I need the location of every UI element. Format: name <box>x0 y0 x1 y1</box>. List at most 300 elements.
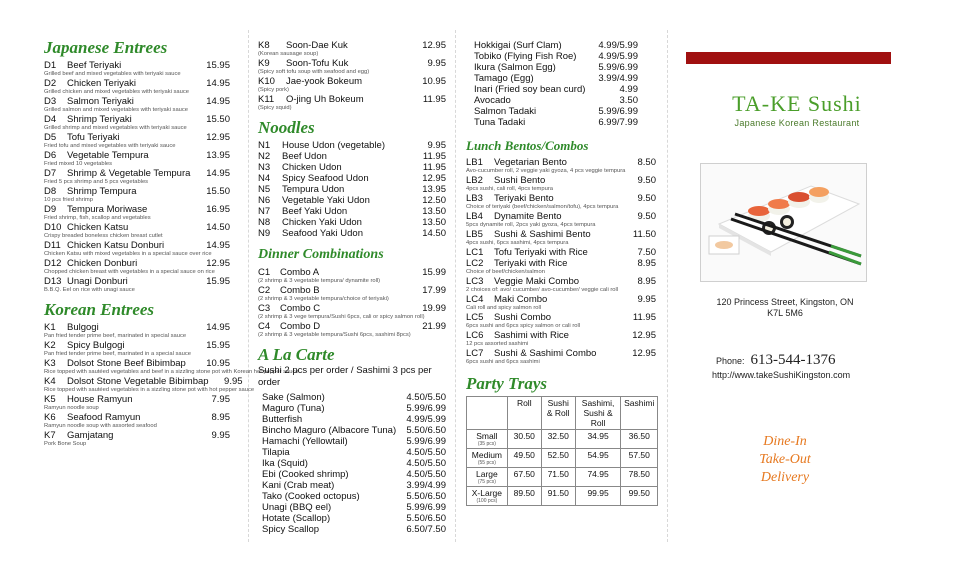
menu-item <box>258 76 446 94</box>
item-name: Tilapia <box>262 447 290 458</box>
item-code: D7 <box>44 168 57 179</box>
menu-item-row <box>258 76 446 87</box>
korean-entrees-heading: Korean Entrees <box>44 300 155 319</box>
item-code: LB4 <box>466 211 483 222</box>
menu-item-row <box>474 73 638 84</box>
item-description: Grilled salmon and mixed vegetables with teriyaki sauce <box>44 107 189 113</box>
item-name: Soon-Dae Kuk <box>286 40 348 51</box>
menu-item-row <box>258 94 446 105</box>
item-name: Vegetarian Bento <box>494 157 567 168</box>
menu-item-row <box>258 173 446 184</box>
item-name: Butterfish <box>262 414 303 425</box>
menu-item <box>466 294 656 312</box>
item-description: Grilled shrimp and mixed vegetables with teriyaki sauce <box>44 125 187 131</box>
item-price: 19.99 <box>422 303 446 314</box>
dinner-combinations-heading: Dinner Combinations <box>258 247 384 262</box>
tray-price-cell: 99.95 <box>575 487 621 506</box>
menu-item <box>44 240 230 258</box>
item-price: 17.99 <box>422 285 446 296</box>
tray-price-cell: 91.50 <box>541 487 575 506</box>
item-code: K9 <box>258 58 270 69</box>
item-name: Sushi Combo <box>494 312 552 323</box>
item-description: Pan fried tender prime beef, marinated in special sauce <box>44 333 187 339</box>
menu-item-row <box>474 40 638 51</box>
item-price: 8.50 <box>637 157 656 168</box>
item-code: D4 <box>44 114 57 125</box>
item-code: LB3 <box>466 193 483 204</box>
tray-price-cell: 57.50 <box>621 449 658 468</box>
item-name: House Udon (vegetable) <box>282 140 385 151</box>
menu-item-row <box>466 276 656 287</box>
item-price: 9.50 <box>637 175 656 186</box>
party-trays-heading: Party Trays <box>466 374 548 393</box>
address-line-1: 120 Princess Street, Kingston, ON <box>716 297 854 307</box>
tray-header-cell: Sashimi <box>621 397 658 430</box>
item-code: K7 <box>44 430 56 441</box>
menu-item-row <box>44 204 230 215</box>
item-code: D6 <box>44 150 57 161</box>
item-name: Tobiko (Flying Fish Roe) <box>474 51 577 62</box>
item-code: C3 <box>258 303 271 314</box>
address-line-2: K7L 5M6 <box>767 308 803 318</box>
item-price: 14.95 <box>206 78 230 89</box>
item-name: Sushi & Sashimi Combo <box>494 348 597 359</box>
restaurant-logo <box>722 92 872 128</box>
item-name: Hotate (Scallop) <box>262 513 331 524</box>
item-price: 3.99/4.99 <box>598 73 638 84</box>
item-name: Gamjatang <box>67 430 114 441</box>
menu-item <box>474 95 638 106</box>
item-description: Fried mixed 10 vegetables <box>44 161 112 167</box>
item-code: LC6 <box>466 330 484 341</box>
menu-item-row <box>44 132 230 143</box>
item-code: K3 <box>44 358 56 369</box>
menu-item-row <box>466 175 656 186</box>
item-name: Ikura (Salmon Egg) <box>474 62 556 73</box>
menu-item-row <box>258 206 446 217</box>
item-name: Sashimi with Rice <box>494 330 569 341</box>
tray-price-cell: 54.95 <box>575 449 621 468</box>
menu-item <box>44 394 230 412</box>
item-price: 16.95 <box>206 204 230 215</box>
menu-item <box>466 348 656 366</box>
item-price: 5.50/6.50 <box>406 425 446 436</box>
item-price: 9.95 <box>637 294 656 305</box>
item-code: K2 <box>44 340 56 351</box>
item-code: D5 <box>44 132 57 143</box>
menu-item <box>262 414 446 425</box>
item-code: N2 <box>258 151 271 162</box>
menu-item-row <box>44 358 230 369</box>
menu-item-row <box>262 513 446 524</box>
tray-row <box>467 449 658 468</box>
tray-price-cell: 99.50 <box>621 487 658 506</box>
item-price: 6.99/7.99 <box>598 117 638 128</box>
item-price: 4.99/5.99 <box>598 40 638 51</box>
menu-item-row <box>44 412 230 423</box>
item-name: Ebi (Cooked shrimp) <box>262 469 349 480</box>
menu-item-row <box>44 430 230 441</box>
menu-item-row <box>44 168 230 179</box>
menu-item-row <box>466 157 656 168</box>
item-code: LB5 <box>466 229 483 240</box>
item-name: Beef Yaki Udon <box>282 206 348 217</box>
menu-item-row <box>466 258 656 269</box>
menu-item <box>262 469 446 480</box>
menu-item-row <box>466 193 656 204</box>
menu-item <box>474 117 638 128</box>
item-name: Spicy Seafood Udon <box>282 173 369 184</box>
item-price: 5.99/6.99 <box>406 436 446 447</box>
item-code: D10 <box>44 222 62 233</box>
item-name: Dolsot Stone Beef Bibimbap <box>67 358 186 369</box>
menu-item <box>258 58 446 76</box>
menu-item-row <box>258 195 446 206</box>
item-name: Chicken Teriyaki <box>67 78 136 89</box>
menu-item <box>262 480 446 491</box>
item-name: Combo C <box>280 303 321 314</box>
item-description: Fried 5 pcs shrimp and 5 pcs vegetables <box>44 179 149 185</box>
tray-piece-count: (35 pcs) <box>477 441 496 447</box>
menu-item-row <box>262 403 446 414</box>
menu-item <box>44 150 230 168</box>
item-name: Unagi Donburi <box>67 276 128 287</box>
item-code: K6 <box>44 412 56 423</box>
item-description: 2 choices of: avo/ cucumber/ avo-cucumber/ veggie cali roll <box>466 287 619 293</box>
item-description: Fried tofu and mixed vegetables with teriyaki sauce <box>44 143 176 149</box>
item-name: Beef Teriyaki <box>67 60 122 71</box>
item-price: 9.50 <box>637 211 656 222</box>
japanese-entrees-list <box>44 60 230 294</box>
item-name: Tamago (Egg) <box>474 73 534 84</box>
item-price: 12.95 <box>206 132 230 143</box>
item-description: Cali roll and spicy salmon roll <box>466 305 542 311</box>
menu-item <box>474 106 638 117</box>
item-price: 14.50 <box>422 228 446 239</box>
menu-item-row <box>474 117 638 128</box>
menu-item <box>44 114 230 132</box>
item-name: Spicy Scallop <box>262 524 320 535</box>
menu-item-row <box>44 276 230 287</box>
item-price: 4.99/5.99 <box>598 51 638 62</box>
item-code: C4 <box>258 321 271 332</box>
item-name: Sake (Salmon) <box>262 392 325 403</box>
item-name: Dolsot Stone Vegetable Bibimbap <box>67 376 209 387</box>
tray-size-label: Small <box>476 431 498 441</box>
menu-item-row <box>466 247 656 258</box>
item-price: 21.99 <box>422 321 446 332</box>
item-name: Bulgogi <box>67 322 99 333</box>
item-price: 10.95 <box>422 76 446 87</box>
tray-price-cell: 74.95 <box>575 468 621 487</box>
menu-item <box>466 312 656 330</box>
column-divider <box>248 30 249 542</box>
brand-red-bar <box>686 52 891 64</box>
item-name: Inari (Fried soy bean curd) <box>474 84 586 95</box>
item-description: 4pcs sushi, cali roll, 4pcs tempura <box>466 186 553 192</box>
menu-item <box>44 322 230 340</box>
item-description: 12 pcs assorted sashimi <box>466 341 529 347</box>
item-name: Seafood Yaki Udon <box>282 228 363 239</box>
item-price: 11.95 <box>422 94 446 105</box>
menu-item-row <box>258 228 446 239</box>
menu-item-row <box>44 78 230 89</box>
item-price: 10.95 <box>206 358 230 369</box>
item-name: Tuna Tadaki <box>474 117 526 128</box>
service-dine-in: Dine-In <box>763 434 807 449</box>
korean-soups-list <box>258 40 446 112</box>
menu-item-row <box>262 414 446 425</box>
item-name: Chicken Udon <box>282 162 342 173</box>
item-name: Chicken Yaki Udon <box>282 217 362 228</box>
menu-item <box>466 276 656 294</box>
menu-item <box>44 60 230 78</box>
menu-item <box>44 78 230 96</box>
item-name: Teriyaki Bento <box>494 193 554 204</box>
menu-item <box>258 40 446 58</box>
menu-item-row <box>466 312 656 323</box>
menu-item-row <box>474 95 638 106</box>
item-price: 15.50 <box>206 186 230 197</box>
menu-item <box>258 267 446 285</box>
menu-item-row <box>258 140 446 151</box>
item-description: Rice topped with sautéed vegetables and beef in a sizzling stone pot with Korean hot pepper sauce <box>44 369 299 375</box>
a-la-carte-heading: A La Carte <box>258 345 335 364</box>
noodles-heading: Noodles <box>258 118 315 137</box>
menu-item-row <box>474 106 638 117</box>
menu-item <box>44 412 230 430</box>
tray-price-cell: 32.50 <box>541 430 575 449</box>
menu-item-row <box>262 458 446 469</box>
item-name: Tofu Teriyaki <box>67 132 120 143</box>
item-name: House Ramyun <box>67 394 133 405</box>
menu-item-row <box>474 84 638 95</box>
item-code: D9 <box>44 204 57 215</box>
item-name: Bincho Maguro (Albacore Tuna) <box>262 425 397 436</box>
item-name: Teriyaki with Rice <box>494 258 568 269</box>
menu-item <box>262 513 446 524</box>
item-description: 5pcs dynamite roll, 2pcs yaki gyoza, 4pcs tempura <box>466 222 596 228</box>
item-code: K11 <box>258 94 275 105</box>
tray-price-cell: 78.50 <box>621 468 658 487</box>
item-code: LC4 <box>466 294 484 305</box>
menu-item-row <box>44 322 230 333</box>
a-la-carte-subtitle: Sushi 2 pcs per order / Sashimi 3 pcs per order <box>258 365 432 388</box>
item-code: N8 <box>258 217 271 228</box>
item-price: 12.95 <box>206 258 230 269</box>
item-name: Kani (Crab meat) <box>262 480 335 491</box>
menu-item <box>44 340 230 358</box>
menu-item-row <box>44 340 230 351</box>
column-divider <box>455 30 456 542</box>
item-name: O-jing Uh Bokeum <box>286 94 364 105</box>
item-code: K4 <box>44 376 56 387</box>
item-price: 8.95 <box>637 258 656 269</box>
item-description: (Spicy pork) <box>258 87 289 93</box>
menu-item <box>44 430 230 448</box>
menu-item-row <box>262 425 446 436</box>
item-name: Tofu Teriyaki with Rice <box>494 247 588 258</box>
menu-item <box>262 524 446 535</box>
menu-item <box>262 392 446 403</box>
item-description: (2 shrimp & 3 vegetable tempura/Sushi 6pcs, sashimi 8pcs) <box>258 332 411 338</box>
address <box>700 297 870 319</box>
tray-size-label: Medium <box>471 450 503 460</box>
menu-item-row <box>44 222 230 233</box>
item-price: 7.50 <box>637 247 656 258</box>
item-name: Shrimp Tempura <box>67 186 137 197</box>
menu-item <box>44 204 230 222</box>
menu-item-row <box>258 184 446 195</box>
item-name: Salmon Teriyaki <box>67 96 134 107</box>
item-description: Grilled chicken and mixed vegetables with teriyaki sauce <box>44 89 189 95</box>
menu-item <box>44 186 230 204</box>
item-description: Ramyun noodle soup with assorted seafood <box>44 423 157 429</box>
menu-item-row <box>44 240 230 251</box>
item-price: 5.50/6.50 <box>406 513 446 524</box>
menu-item <box>258 285 446 303</box>
tray-header-cell <box>467 397 508 430</box>
menu-item-row <box>262 491 446 502</box>
item-code: N6 <box>258 195 271 206</box>
item-price: 4.99/5.99 <box>406 414 446 425</box>
phone <box>716 352 836 369</box>
item-description: Choice of beef/chicken/salmon <box>466 269 545 275</box>
item-description: Chicken Katsu with mixed vegetables in a special sauce over rice <box>44 251 212 257</box>
item-price: 8.95 <box>637 276 656 287</box>
item-name: Combo B <box>280 285 320 296</box>
item-price: 11.95 <box>422 151 446 162</box>
item-code: LC7 <box>466 348 484 359</box>
item-code: C2 <box>258 285 271 296</box>
menu-item <box>466 229 656 247</box>
menu-item <box>474 84 638 95</box>
item-description: Avo-cucumber roll, 2 veggie yaki gyoza, 4 pcs veggie tempura <box>466 168 626 174</box>
menu-item <box>258 151 446 162</box>
website-link[interactable]: http://www.takeSushiKingston.com <box>712 370 851 380</box>
menu-item-row <box>466 211 656 222</box>
item-name: Veggie Maki Combo <box>494 276 580 287</box>
menu-item <box>258 184 446 195</box>
item-name: Combo A <box>280 267 320 278</box>
item-description: Chopped chicken breast with vegetables in a special sauce on rice <box>44 269 215 275</box>
tray-price-cell: 89.50 <box>507 487 541 506</box>
item-name: Jae-yook Bokeum <box>286 76 363 87</box>
menu-item-row <box>258 162 446 173</box>
menu-item-row <box>474 62 638 73</box>
item-price: 7.95 <box>211 394 230 405</box>
item-price: 4.50/5.50 <box>406 458 446 469</box>
item-name: Avocado <box>474 95 511 106</box>
logo-tagline: Japanese Korean Restaurant <box>734 118 860 128</box>
item-price: 9.95 <box>211 430 230 441</box>
menu-item <box>258 162 446 173</box>
item-price: 14.50 <box>206 222 230 233</box>
item-code: LC3 <box>466 276 484 287</box>
item-name: Combo D <box>280 321 321 332</box>
item-name: Tempura Udon <box>282 184 345 195</box>
menu-item <box>44 96 230 114</box>
menu-item <box>466 330 656 348</box>
menu-item-row <box>258 40 446 51</box>
item-price: 5.99/6.99 <box>406 403 446 414</box>
item-name: Seafood Ramyun <box>67 412 141 423</box>
menu-item <box>44 132 230 150</box>
menu-item-row <box>44 96 230 107</box>
tray-header-cell: Roll <box>507 397 541 430</box>
item-code: LC2 <box>466 258 484 269</box>
sushi-photo <box>700 163 867 282</box>
menu-item-row <box>44 376 243 387</box>
menu-item <box>258 206 446 217</box>
menu-item <box>466 157 656 175</box>
item-price: 9.50 <box>637 193 656 204</box>
menu-item <box>262 491 446 502</box>
item-name: Hokkigai (Surf Clam) <box>474 40 562 51</box>
item-description: (Spicy soft tofu soup with seafood and egg) <box>258 69 370 75</box>
item-price: 4.50/5.50 <box>406 469 446 480</box>
menu-item <box>44 276 230 294</box>
service-delivery: Delivery <box>760 470 810 485</box>
phone-number[interactable]: 613-544-1376 <box>750 352 836 368</box>
item-code: N1 <box>258 140 271 151</box>
menu-item <box>44 358 299 376</box>
item-name: Chicken Donburi <box>67 258 138 269</box>
item-description: (Spicy squid) <box>258 105 292 111</box>
item-code: D2 <box>44 78 57 89</box>
item-name: Dynamite Bento <box>494 211 562 222</box>
service-take-out: Take-Out <box>759 452 811 467</box>
item-name: Maki Combo <box>494 294 548 305</box>
item-description: Grilled beef and mixed vegetables with teriyaki sauce <box>44 71 181 77</box>
tray-row <box>467 487 658 506</box>
menu-item-row <box>258 217 446 228</box>
tray-piece-count: (100 pcs) <box>476 498 498 504</box>
item-description: B.B.Q. Eel on rice with unagi sauce <box>44 287 135 293</box>
item-price: 6.50/7.50 <box>406 524 446 535</box>
menu-item-row <box>466 294 656 305</box>
menu-item <box>466 193 656 211</box>
column-3 <box>466 40 658 506</box>
sushi-plate-illustration <box>701 164 866 281</box>
menu-item <box>466 247 656 258</box>
menu-item-row <box>262 436 446 447</box>
tray-size-label: Large <box>476 469 498 479</box>
a-la-carte-more-list <box>466 40 638 128</box>
menu-item <box>466 211 656 229</box>
item-name: Unagi (BBQ eel) <box>262 502 332 513</box>
item-price: 12.95 <box>632 348 656 359</box>
item-description: (2 shrimp & 3 vegetable tempura/ dynamite roll) <box>258 278 381 284</box>
item-price: 15.95 <box>206 340 230 351</box>
menu-item <box>258 321 446 339</box>
column-divider <box>667 30 668 542</box>
item-price: 4.50/5.50 <box>406 392 446 403</box>
lunch-bentos-heading: Lunch Bentos/Combos <box>466 138 589 153</box>
menu-item <box>262 403 446 414</box>
menu-item <box>262 447 446 458</box>
menu-item-row <box>258 303 446 314</box>
item-code: LB1 <box>466 157 483 168</box>
item-price: 5.99/6.99 <box>598 106 638 117</box>
item-code: K1 <box>44 322 56 333</box>
item-description: 6pcs sushi and 6pcs spicy salmon or cali roll <box>466 323 581 329</box>
item-name: Beef Udon <box>282 151 327 162</box>
item-description: Pan fried tender prime beef, marinated in a special sauce <box>44 351 191 357</box>
menu-item-row <box>262 447 446 458</box>
item-description: 6pcs sushi and 6pcs sashimi <box>466 359 540 365</box>
menu-item <box>262 436 446 447</box>
